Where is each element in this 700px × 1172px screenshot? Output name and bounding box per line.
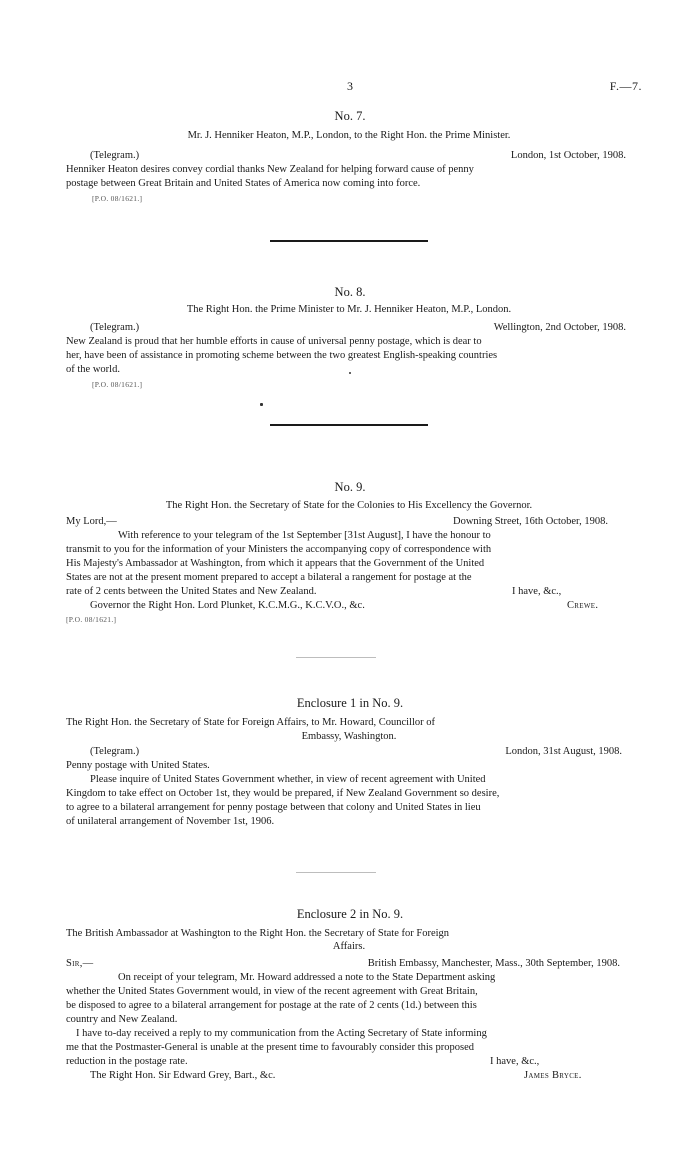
enc1-subject: Penny postage with United States.	[66, 760, 210, 771]
enc1-body-line4: of unilateral arrangement of November 1st, 1906.	[66, 816, 275, 827]
enc2-body-line7: reduction in the postage rate.	[66, 1056, 188, 1067]
no8-place-date: Wellington, 2nd October, 1908.	[493, 322, 626, 333]
section-divider-faint	[296, 657, 376, 658]
no7-ref: [P.O. 08/1621.]	[92, 194, 143, 203]
no9-ref: [P.O. 08/1621.]	[66, 615, 117, 624]
no8-body-line1: New Zealand is proud that her humble efforts in cause of universal penny postage, which is dear to	[66, 336, 482, 347]
no9-title: The Right Hon. the Secretary of State for the Colonies to His Excellency the Governor.	[165, 500, 533, 511]
no8-body-line3: of the world.	[66, 364, 120, 375]
no9-signature: Crewe.	[567, 600, 599, 611]
section-divider-faint	[296, 872, 376, 873]
section-divider	[270, 424, 428, 426]
enc2-closing: I have, &c.,	[490, 1056, 540, 1067]
section-heading-enclosure2: Enclosure 2 in No. 9.	[296, 907, 404, 921]
no8-kind: (Telegram.)	[90, 322, 140, 333]
enc1-kind: (Telegram.)	[90, 746, 140, 757]
no8-ref: [P.O. 08/1621.]	[92, 380, 143, 389]
enc1-title-line2: Embassy, Washington.	[301, 731, 397, 742]
no9-addressee: Governor the Right Hon. Lord Plunket, K.C.M.G., K.C.V.O., &c.	[90, 600, 365, 611]
enc1-body-line3: to agree to a bilateral arrangement for penny postage between that colony and United States in lieu	[66, 802, 481, 813]
enc2-signature: James Bryce.	[524, 1070, 582, 1081]
section-heading-no8: No. 8.	[334, 285, 366, 299]
enc1-title-line1: The Right Hon. the Secretary of State for Foreign Affairs, to Mr. Howard, Councillor of	[66, 717, 435, 728]
no9-body-line5: rate of 2 cents between the United States and New Zealand.	[66, 586, 317, 597]
no9-body-line3: His Majesty's Ambassador at Washington, from which it appears that the Government of the United	[66, 558, 485, 569]
enc2-body-line6: me that the Postmaster-General is unable at the present time to favourably consider this proposed	[66, 1042, 475, 1053]
enc2-body-line3: be disposed to agree to a bilateral arrangement for postage at the rate of 2 cents (1d.) between this	[66, 1000, 477, 1011]
enc1-body-line2: Kingdom to take effect on October 1st, they would be prepared, if New Zealand Government so desire,	[66, 788, 500, 799]
page-number: 3	[347, 79, 353, 93]
enc2-body-line2: whether the United States Government would, in view of the recent agreement with Great Britain,	[66, 986, 478, 997]
no9-body-line4: States are not at the present moment prepared to accept a bilateral a rangement for postage at the	[66, 572, 472, 583]
enc2-salutation: Sir,—	[66, 958, 94, 969]
enc2-body-line4: country and New Zealand.	[66, 1014, 178, 1025]
section-divider	[270, 240, 428, 242]
enc2-title-line2: Affairs.	[332, 941, 366, 952]
no9-body-line1: With reference to your telegram of the 1st September [31st August], I have the honour to	[118, 530, 491, 541]
no7-body-line1: Henniker Heaton desires convey cordial thanks New Zealand for helping forward cause of penny	[66, 164, 474, 175]
no9-salutation: My Lord,—	[66, 516, 117, 527]
no9-place-date: Downing Street, 16th October, 1908.	[452, 516, 608, 527]
speck	[260, 403, 263, 406]
document-code: F.—7.	[609, 79, 642, 93]
no8-body-line2: her, have been of assistance in promoting scheme between the two greatest English-speaking countries	[66, 350, 498, 361]
no8-title: The Right Hon. the Prime Minister to Mr. J. Henniker Heaton, M.P., London.	[186, 304, 512, 315]
no7-kind: (Telegram.)	[90, 150, 140, 161]
enc1-place-date: London, 31st August, 1908.	[505, 746, 622, 757]
enc2-place-date: British Embassy, Manchester, Mass., 30th September, 1908.	[367, 958, 620, 969]
enc2-body-line1: On receipt of your telegram, Mr. Howard addressed a note to the State Department asking	[118, 972, 496, 983]
no7-body-line2: postage between Great Britain and United States of America now coming into force.	[66, 178, 421, 189]
enc2-addressee: The Right Hon. Sir Edward Grey, Bart., &c.	[90, 1070, 276, 1081]
no9-body-line2: transmit to you for the information of your Ministers the accompanying copy of correspondence with	[66, 544, 492, 555]
no9-closing: I have, &c.,	[512, 586, 562, 597]
section-heading-enclosure1: Enclosure 1 in No. 9.	[296, 696, 404, 710]
speck	[349, 372, 351, 374]
section-heading-no7: No. 7.	[334, 109, 366, 123]
no7-place-date: London, 1st October, 1908.	[510, 150, 626, 161]
section-heading-no9: No. 9.	[334, 480, 366, 494]
no7-title: Mr. J. Henniker Heaton, M.P., London, to the Right Hon. the Prime Minister.	[187, 130, 511, 141]
enc2-body-line5: I have to-day received a reply to my communication from the Acting Secretary of State informing	[76, 1028, 487, 1039]
enc1-body-line1: Please inquire of United States Government whether, in view of recent agreement with United	[90, 774, 486, 785]
enc2-title-line1: The British Ambassador at Washington to the Right Hon. the Secretary of State for Foreign	[66, 928, 450, 939]
